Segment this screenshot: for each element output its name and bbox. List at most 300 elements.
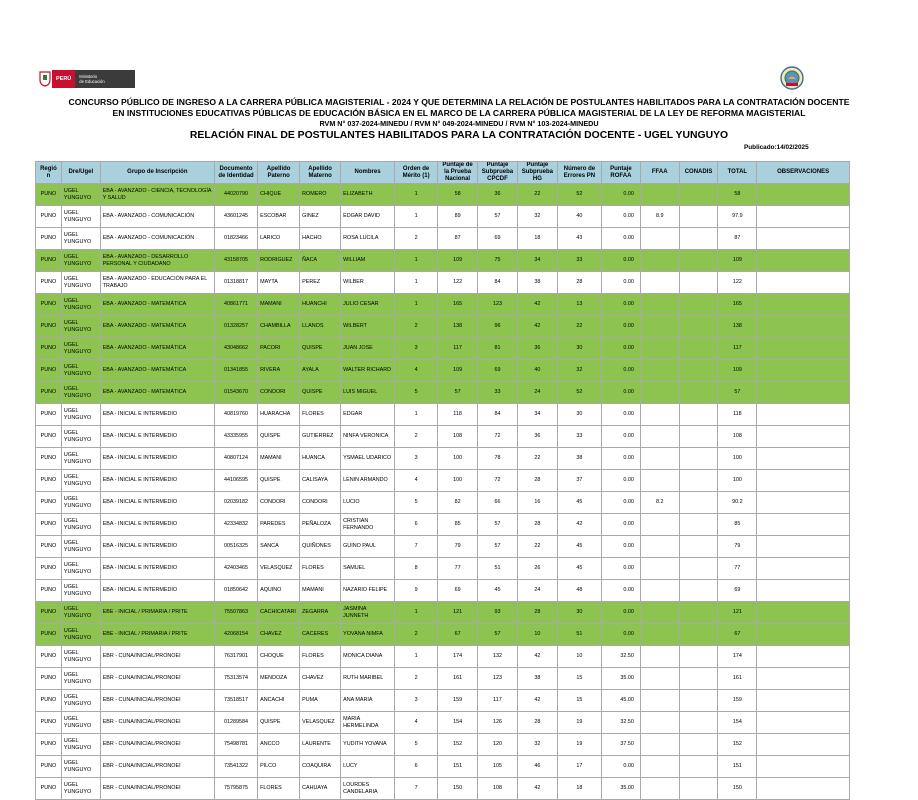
cell-grupo-inscripcion: EBR - CUNA/INICIAL/PRONOEI (100, 756, 214, 778)
cell-puntaje-rofaa: 0.00 (602, 448, 641, 470)
cell-puntaje-hg: 46 (517, 756, 557, 778)
column-header-documento: Documento de Identidad (214, 162, 257, 184)
table-row (36, 294, 850, 316)
cell-errores-pn: 45 (557, 492, 601, 514)
cell-errores-pn: 43 (557, 228, 601, 250)
cell-nombres: JULIO CESAR (341, 294, 395, 316)
cell-puntaje-hg: 26 (517, 558, 557, 580)
cell-ffaa (640, 756, 679, 778)
cell-apellido-paterno: RODRIGUEZ (258, 250, 300, 272)
cell-dre-ugel: UGEL YUNGUYO (61, 206, 100, 228)
cell-apellido-paterno: RIVERA (258, 360, 300, 382)
cell-apellido-materno: ÑACA (300, 250, 341, 272)
cell-errores-pn: 19 (557, 734, 601, 756)
logo-country: PERÚ (52, 70, 75, 88)
cell-observaciones (757, 514, 850, 536)
cell-conadis (679, 778, 718, 800)
cell-conadis (679, 536, 718, 558)
cell-puntaje-cpcdf: 81 (478, 338, 518, 360)
cell-puntaje-hg: 18 (517, 228, 557, 250)
cell-dre-ugel: UGEL YUNGUYO (61, 756, 100, 778)
minedu-logo (38, 70, 135, 88)
table-row (36, 492, 850, 514)
cell-puntaje-prueba: 161 (438, 668, 478, 690)
cell-grupo-inscripcion: EBR - CUNA/INICIAL/PRONOEI (100, 690, 214, 712)
cell-orden-merito: 1 (395, 294, 438, 316)
cell-region: PUNO (36, 338, 62, 360)
cell-puntaje-hg: 36 (517, 338, 557, 360)
cell-dre-ugel: UGEL YUNGUYO (61, 712, 100, 734)
cell-apellido-materno: FLORES (300, 558, 341, 580)
cell-dre-ugel: UGEL YUNGUYO (61, 404, 100, 426)
cell-errores-pn: 33 (557, 426, 601, 448)
cell-puntaje-cpcdf: 72 (478, 470, 518, 492)
cell-conadis (679, 690, 718, 712)
cell-total: 77 (718, 558, 757, 580)
cell-puntaje-cpcdf: 123 (478, 668, 518, 690)
cell-total: 69 (718, 580, 757, 602)
cell-total: 154 (718, 712, 757, 734)
cell-puntaje-cpcdf: 33 (478, 382, 518, 404)
cell-puntaje-prueba: 165 (438, 294, 478, 316)
cell-puntaje-hg: 40 (517, 360, 557, 382)
column-header-apellido-materno: Apellido Materno (300, 162, 341, 184)
column-header-nombres: Nombres (341, 162, 395, 184)
cell-errores-pn: 45 (557, 558, 601, 580)
cell-errores-pn: 30 (557, 404, 601, 426)
cell-apellido-materno: PUMA (300, 690, 341, 712)
cell-puntaje-hg: 42 (517, 690, 557, 712)
cell-conadis (679, 756, 718, 778)
cell-documento: 01341855 (214, 360, 257, 382)
cell-orden-merito: 1 (395, 206, 438, 228)
cell-region: PUNO (36, 184, 62, 206)
cell-apellido-materno: GINEZ (300, 206, 341, 228)
cell-grupo-inscripcion: EBA - AVANZADO - CIENCIA, TECNOLOGÍA Y SALUD (100, 184, 214, 206)
cell-dre-ugel: UGEL YUNGUYO (61, 184, 100, 206)
cell-ffaa (640, 558, 679, 580)
cell-apellido-materno: GUTIERREZ (300, 426, 341, 448)
cell-orden-merito: 1 (395, 184, 438, 206)
cell-puntaje-prueba: 89 (438, 206, 478, 228)
table-row (36, 778, 850, 800)
column-header-total: TOTAL (718, 162, 757, 184)
cell-errores-pn: 15 (557, 668, 601, 690)
cell-ffaa (640, 184, 679, 206)
column-header-apellido-paterno: Apellido Paterno (258, 162, 300, 184)
cell-apellido-materno: VELASQUEZ (300, 712, 341, 734)
cell-observaciones (757, 382, 850, 404)
cell-puntaje-cpcdf: 66 (478, 492, 518, 514)
cell-grupo-inscripcion: EBA - AVANZADO - MATEMÁTICA (100, 294, 214, 316)
cell-observaciones (757, 250, 850, 272)
cell-orden-merito: 1 (395, 404, 438, 426)
cell-nombres: ANA MARIA (341, 690, 395, 712)
cell-errores-pn: 28 (557, 272, 601, 294)
cell-region: PUNO (36, 756, 62, 778)
cell-total: 85 (718, 514, 757, 536)
cell-orden-merito: 1 (395, 250, 438, 272)
cell-nombres: WILLIAM (341, 250, 395, 272)
cell-documento: 40807124 (214, 448, 257, 470)
cell-orden-merito: 5 (395, 382, 438, 404)
cell-puntaje-prueba: 154 (438, 712, 478, 734)
cell-puntaje-cpcdf: 84 (478, 404, 518, 426)
cell-dre-ugel: UGEL YUNGUYO (61, 690, 100, 712)
cell-nombres: LENIN ARMANDO (341, 470, 395, 492)
cell-puntaje-cpcdf: 75 (478, 250, 518, 272)
cell-apellido-paterno: HUARACHA (258, 404, 300, 426)
cell-conadis (679, 404, 718, 426)
cell-region: PUNO (36, 558, 62, 580)
cell-grupo-inscripcion: EBA - INICIAL E INTERMEDIO (100, 470, 214, 492)
cell-apellido-materno: QUISPE (300, 338, 341, 360)
cell-orden-merito: 2 (395, 668, 438, 690)
cell-grupo-inscripcion: EBE - INICIAL / PRIMARIA / PRITE (100, 624, 214, 646)
cell-puntaje-hg: 38 (517, 272, 557, 294)
cell-nombres: NINFA VERONICA (341, 426, 395, 448)
cell-observaciones (757, 646, 850, 668)
table-row (36, 228, 850, 250)
cell-total: 79 (718, 536, 757, 558)
cell-errores-pn: 18 (557, 778, 601, 800)
cell-puntaje-rofaa: 0.00 (602, 514, 641, 536)
cell-puntaje-rofaa: 32.50 (602, 712, 641, 734)
cell-region: PUNO (36, 426, 62, 448)
cell-nombres: WILBER (341, 272, 395, 294)
page-title: RELACIÓN FINAL DE POSTULANTES HABILITADOS PARA LA CONTRATACIÓN DOCENTE - UGEL YUNGUYO (189, 130, 729, 141)
cell-conadis (679, 206, 718, 228)
cell-conadis (679, 338, 718, 360)
cell-grupo-inscripcion: EBA - AVANZADO - MATEMÁTICA (100, 382, 214, 404)
cell-apellido-paterno: MENDOZA (258, 668, 300, 690)
cell-apellido-materno: HUANCA (300, 448, 341, 470)
cell-puntaje-cpcdf: 132 (478, 646, 518, 668)
cell-puntaje-rofaa: 0.00 (602, 756, 641, 778)
cell-errores-pn: 22 (557, 316, 601, 338)
cell-apellido-materno: QUIÑONES (300, 536, 341, 558)
cell-region: PUNO (36, 690, 62, 712)
cell-errores-pn: 45 (557, 536, 601, 558)
cell-puntaje-rofaa: 35.00 (602, 778, 641, 800)
cell-ffaa (640, 734, 679, 756)
cell-region: PUNO (36, 536, 62, 558)
cell-conadis (679, 448, 718, 470)
cell-puntaje-prueba: 151 (438, 756, 478, 778)
cell-puntaje-hg: 38 (517, 668, 557, 690)
cell-grupo-inscripcion: EBA - AVANZADO - COMUNICACIÓN (100, 228, 214, 250)
cell-total: 108 (718, 426, 757, 448)
cell-apellido-paterno: SANCA (258, 536, 300, 558)
cell-errores-pn: 33 (557, 250, 601, 272)
cell-apellido-paterno: CHAMBILLA (258, 316, 300, 338)
cell-puntaje-prueba: 118 (438, 404, 478, 426)
cell-dre-ugel: UGEL YUNGUYO (61, 228, 100, 250)
cell-errores-pn: 42 (557, 514, 601, 536)
cell-puntaje-cpcdf: 84 (478, 272, 518, 294)
cell-observaciones (757, 756, 850, 778)
cell-dre-ugel: UGEL YUNGUYO (61, 778, 100, 800)
cell-total: 150 (718, 778, 757, 800)
cell-puntaje-hg: 24 (517, 382, 557, 404)
cell-apellido-paterno: FLORES (258, 778, 300, 800)
ugel-seal-icon (780, 66, 804, 90)
cell-puntaje-rofaa: 0.00 (602, 580, 641, 602)
cell-apellido-materno: PEÑALOZA (300, 514, 341, 536)
cell-nombres: LOURDES CANDELARIA (341, 778, 395, 800)
cell-orden-merito: 8 (395, 558, 438, 580)
cell-observaciones (757, 536, 850, 558)
cell-grupo-inscripcion: EBA - INICIAL E INTERMEDIO (100, 404, 214, 426)
cell-total: 100 (718, 448, 757, 470)
cell-orden-merito: 7 (395, 778, 438, 800)
cell-orden-merito: 2 (395, 624, 438, 646)
cell-observaciones (757, 360, 850, 382)
table-row (36, 250, 850, 272)
cell-apellido-paterno: PAREDES (258, 514, 300, 536)
cell-puntaje-cpcdf: 45 (478, 580, 518, 602)
cell-ffaa (640, 338, 679, 360)
cell-apellido-paterno: CONDORI (258, 492, 300, 514)
cell-errores-pn: 15 (557, 690, 601, 712)
cell-conadis (679, 272, 718, 294)
table-row (36, 558, 850, 580)
cell-puntaje-cpcdf: 57 (478, 206, 518, 228)
cell-errores-pn: 52 (557, 184, 601, 206)
cell-errores-pn: 10 (557, 646, 601, 668)
cell-nombres: EDGAR DAVID (341, 206, 395, 228)
cell-puntaje-hg: 32 (517, 206, 557, 228)
cell-puntaje-hg: 28 (517, 712, 557, 734)
cell-ffaa: 8.9 (640, 206, 679, 228)
cell-puntaje-prueba: 57 (438, 382, 478, 404)
cell-observaciones (757, 492, 850, 514)
cell-dre-ugel: UGEL YUNGUYO (61, 558, 100, 580)
cell-puntaje-rofaa: 0.00 (602, 602, 641, 624)
cell-region: PUNO (36, 778, 62, 800)
cell-region: PUNO (36, 492, 62, 514)
cell-puntaje-prueba: 109 (438, 250, 478, 272)
cell-conadis (679, 602, 718, 624)
table-body (36, 184, 850, 800)
cell-region: PUNO (36, 624, 62, 646)
cell-total: 109 (718, 250, 757, 272)
cell-observaciones (757, 470, 850, 492)
cell-grupo-inscripcion: EBA - AVANZADO - MATEMÁTICA (100, 338, 214, 360)
cell-region: PUNO (36, 404, 62, 426)
cell-region: PUNO (36, 294, 62, 316)
cell-apellido-paterno: ESCOBAR (258, 206, 300, 228)
table-row (36, 470, 850, 492)
cell-nombres: ROSA LUCILA (341, 228, 395, 250)
cell-ffaa (640, 250, 679, 272)
cell-conadis (679, 514, 718, 536)
cell-conadis (679, 668, 718, 690)
cell-apellido-paterno: ANCACHI (258, 690, 300, 712)
cell-puntaje-prueba: 174 (438, 646, 478, 668)
cell-dre-ugel: UGEL YUNGUYO (61, 382, 100, 404)
cell-apellido-materno: ROMERO (300, 184, 341, 206)
cell-puntaje-rofaa: 32.50 (602, 646, 641, 668)
cell-conadis (679, 316, 718, 338)
cell-puntaje-prueba: 82 (438, 492, 478, 514)
cell-puntaje-cpcdf: 57 (478, 514, 518, 536)
cell-conadis (679, 646, 718, 668)
cell-total: 122 (718, 272, 757, 294)
cell-puntaje-hg: 42 (517, 316, 557, 338)
cell-total: 67 (718, 624, 757, 646)
cell-grupo-inscripcion: EBR - CUNA/INICIAL/PRONOEI (100, 734, 214, 756)
cell-documento: 01850642 (214, 580, 257, 602)
cell-puntaje-hg: 34 (517, 250, 557, 272)
cell-region: PUNO (36, 514, 62, 536)
cell-orden-merito: 3 (395, 690, 438, 712)
cell-conadis (679, 624, 718, 646)
postulantes-table (35, 161, 850, 800)
cell-observaciones (757, 778, 850, 800)
cell-orden-merito: 4 (395, 360, 438, 382)
cell-ffaa (640, 426, 679, 448)
cell-puntaje-prueba: 108 (438, 426, 478, 448)
cell-observaciones (757, 448, 850, 470)
cell-observaciones (757, 426, 850, 448)
cell-dre-ugel: UGEL YUNGUYO (61, 514, 100, 536)
cell-nombres: SAMUEL (341, 558, 395, 580)
cell-orden-merito: 2 (395, 228, 438, 250)
cell-puntaje-rofaa: 0.00 (602, 426, 641, 448)
cell-puntaje-rofaa: 0.00 (602, 558, 641, 580)
cell-puntaje-hg: 34 (517, 404, 557, 426)
cell-nombres: LUCIO (341, 492, 395, 514)
cell-documento: 01289584 (214, 712, 257, 734)
cell-nombres: MARIA HERMELINDA (341, 712, 395, 734)
cell-ffaa (640, 668, 679, 690)
cell-ffaa (640, 536, 679, 558)
cell-apellido-paterno: QUISPE (258, 470, 300, 492)
cell-ffaa (640, 602, 679, 624)
cell-puntaje-rofaa: 0.00 (602, 492, 641, 514)
table-row (36, 338, 850, 360)
cell-region: PUNO (36, 272, 62, 294)
cell-nombres: JUAN JOSE (341, 338, 395, 360)
cell-puntaje-prueba: 100 (438, 448, 478, 470)
cell-orden-merito: 5 (395, 492, 438, 514)
cell-puntaje-cpcdf: 69 (478, 360, 518, 382)
cell-dre-ugel: UGEL YUNGUYO (61, 448, 100, 470)
cell-ffaa (640, 712, 679, 734)
cell-conadis (679, 426, 718, 448)
cell-ffaa (640, 470, 679, 492)
cell-orden-merito: 5 (395, 734, 438, 756)
cell-puntaje-rofaa: 0.00 (602, 250, 641, 272)
cell-puntaje-cpcdf: 72 (478, 426, 518, 448)
header-line-1: CONCURSO PÚBLICO DE INGRESO A LA CARRERA PÚBLICA MAGISTERIAL - 2024 Y QUE DETERMINA LA RELACIÓN DE POSTULANTES HABILITADOS PARA LA CONTRATACIÓN DOCENTE (68, 97, 850, 107)
cell-ffaa (640, 778, 679, 800)
cell-observaciones (757, 580, 850, 602)
cell-errores-pn: 52 (557, 382, 601, 404)
cell-apellido-paterno: CACHICATARI (258, 602, 300, 624)
cell-apellido-paterno: MAMANI (258, 448, 300, 470)
cell-puntaje-cpcdf: 126 (478, 712, 518, 734)
table-header-row (36, 162, 850, 184)
cell-conadis (679, 580, 718, 602)
cell-dre-ugel: UGEL YUNGUYO (61, 272, 100, 294)
cell-puntaje-prueba: 117 (438, 338, 478, 360)
table-row (36, 426, 850, 448)
cell-puntaje-prueba: 58 (438, 184, 478, 206)
cell-documento: 01823466 (214, 228, 257, 250)
column-header-puntaje-hg: Puntaje Subprueba HG (517, 162, 557, 184)
cell-ffaa (640, 294, 679, 316)
cell-puntaje-rofaa: 0.00 (602, 360, 641, 382)
table-row (36, 404, 850, 426)
cell-puntaje-hg: 22 (517, 536, 557, 558)
cell-observaciones (757, 624, 850, 646)
cell-observaciones (757, 184, 850, 206)
cell-total: 151 (718, 756, 757, 778)
cell-documento: 43158705 (214, 250, 257, 272)
cell-nombres: NAZARIO FELIPE (341, 580, 395, 602)
cell-nombres: MONICA DIANA (341, 646, 395, 668)
column-header-puntaje-cpcdf: Puntaje Subprueba CPCDF (478, 162, 518, 184)
cell-documento: 75498781 (214, 734, 257, 756)
cell-conadis (679, 558, 718, 580)
cell-documento: 43335955 (214, 426, 257, 448)
cell-puntaje-prueba: 138 (438, 316, 478, 338)
cell-region: PUNO (36, 250, 62, 272)
cell-puntaje-prueba: 69 (438, 580, 478, 602)
column-header-conadis: CONADIS (679, 162, 718, 184)
cell-apellido-paterno: CONDORI (258, 382, 300, 404)
cell-ffaa (640, 580, 679, 602)
peru-shield-icon (38, 70, 52, 88)
cell-total: 87 (718, 228, 757, 250)
cell-puntaje-hg: 28 (517, 470, 557, 492)
table-row (36, 580, 850, 602)
table-row (36, 646, 850, 668)
cell-region: PUNO (36, 382, 62, 404)
cell-puntaje-cpcdf: 57 (478, 536, 518, 558)
cell-conadis (679, 492, 718, 514)
cell-documento: 73518517 (214, 690, 257, 712)
cell-dre-ugel: UGEL YUNGUYO (61, 734, 100, 756)
cell-apellido-materno: HUANCHI (300, 294, 341, 316)
table-row (36, 184, 850, 206)
cell-puntaje-hg: 22 (517, 448, 557, 470)
cell-dre-ugel: UGEL YUNGUYO (61, 602, 100, 624)
cell-documento: 01328257 (214, 316, 257, 338)
cell-dre-ugel: UGEL YUNGUYO (61, 492, 100, 514)
cell-apellido-materno: FLORES (300, 646, 341, 668)
cell-documento: 43048662 (214, 338, 257, 360)
cell-conadis (679, 250, 718, 272)
cell-observaciones (757, 206, 850, 228)
table-row (36, 514, 850, 536)
cell-region: PUNO (36, 206, 62, 228)
cell-region: PUNO (36, 580, 62, 602)
cell-puntaje-prueba: 100 (438, 470, 478, 492)
cell-apellido-materno: CALISAYA (300, 470, 341, 492)
cell-apellido-materno: CACERES (300, 624, 341, 646)
cell-total: 117 (718, 338, 757, 360)
cell-ffaa (640, 316, 679, 338)
cell-orden-merito: 4 (395, 712, 438, 734)
cell-documento: 42403465 (214, 558, 257, 580)
cell-nombres: YOVANA NIMFA (341, 624, 395, 646)
cell-observaciones (757, 338, 850, 360)
cell-errores-pn: 51 (557, 624, 601, 646)
column-header-grupo-inscripcion: Grupo de Inscripción (100, 162, 214, 184)
